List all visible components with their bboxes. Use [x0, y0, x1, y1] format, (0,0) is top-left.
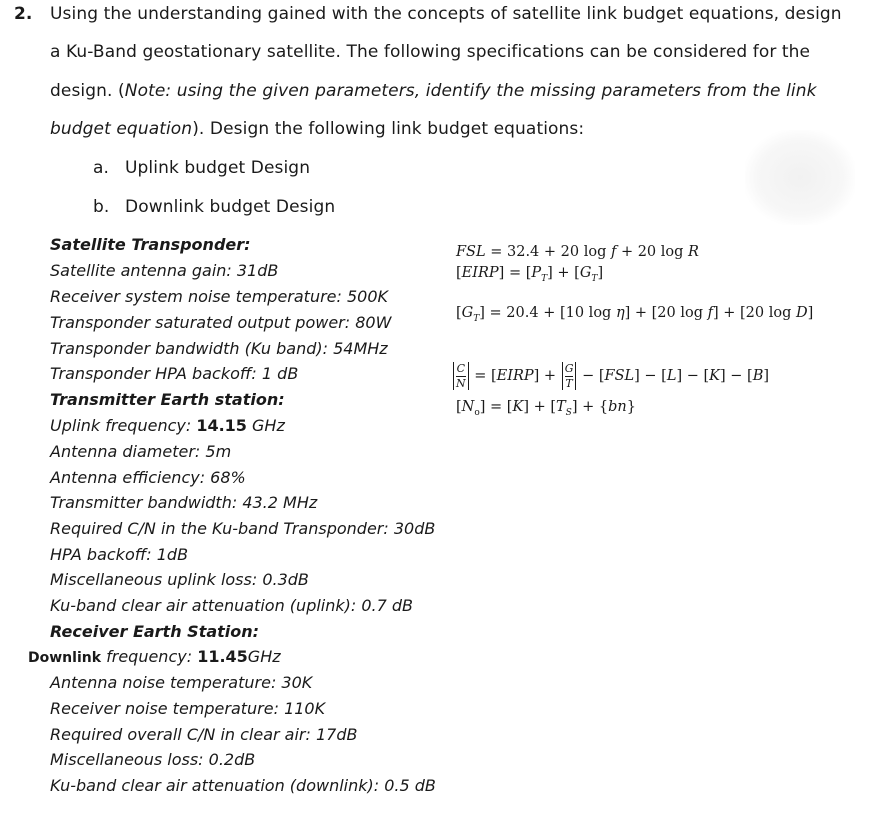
question-line-1: Using the understanding gained with the concepts of satellite link budget equations, design — [50, 4, 842, 24]
equation-fsl: FSL = 32.4 + 20 log f + 20 log R — [456, 244, 699, 260]
equation-cn: $\frac{C}{N}$ = [EIRP] + $\frac{G}{T}$ − [FSL] − [L] − [K] − [B] — [452, 362, 769, 390]
question-note: Note: using the given parameters, identify the missing parameters from the link — [124, 81, 817, 101]
spec-receiver-noise-temp: Receiver noise temperature: 110K — [50, 699, 326, 718]
spec-transponder-backoff: Transponder HPA backoff: 1 dB — [50, 364, 299, 383]
spec-uplink-attenuation: Ku-band clear air attenuation (uplink): 0.7 dB — [50, 596, 414, 615]
item-a-marker: a. — [93, 158, 110, 178]
question-number: 2. — [14, 4, 33, 24]
spec-misc-uplink-loss: Miscellaneous uplink loss: 0.3dB — [50, 570, 309, 589]
spec-hpa-backoff: HPA backoff: 1dB — [50, 545, 189, 564]
equation-eirp: [EIRP] = $[P_T] + [G_T]$ — [456, 265, 604, 284]
uplink-frequency-value: 14.15 — [196, 416, 247, 435]
spec-uplink-frequency: Uplink frequency: 14.15 GHz — [50, 416, 285, 435]
fraction-c-over-n: $\frac{C}{N}$ — [453, 362, 469, 390]
question-line-2: a Ku-Band geostationary satellite. The following specifications can be considered for the — [50, 42, 811, 62]
item-b-marker: b. — [93, 197, 110, 217]
spec-downlink-frequency: Downlink frequency: 11.45GHz — [28, 647, 281, 666]
item-a-text: Uplink budget Design — [125, 158, 311, 178]
spec-downlink-attenuation: Ku-band clear air attenuation (downlink): 0.5 dB — [50, 776, 436, 795]
spec-required-overall-cn: Required overall C/N in clear air: 17dB — [50, 725, 358, 744]
spec-transponder-bandwidth: Transponder bandwidth (Ku band): 54MHz — [50, 339, 388, 358]
spec-transponder-power: Transponder saturated output power: 80W — [50, 313, 392, 332]
tx-heading: Transmitter Earth station: — [50, 390, 285, 409]
spec-tx-bandwidth: Transmitter bandwidth: 43.2 MHz — [50, 493, 318, 512]
equation-n0: $[N_o] = [K] + [T_S] + \{bn\}$ — [456, 399, 636, 418]
satellite-heading: Satellite Transponder: — [50, 235, 251, 254]
spec-antenna-noise-temp: Antenna noise temperature: 30K — [50, 673, 313, 692]
item-b-text: Downlink budget Design — [125, 197, 336, 217]
question-line-3: design. (Note: using the given parameters, identify the missing parameters from the link — [50, 81, 817, 101]
fraction-g-over-t: $\frac{G}{T}$ — [562, 362, 577, 390]
spec-satellite-gain: Satellite antenna gain: 31dB — [50, 261, 279, 280]
spec-antenna-diameter: Antenna diameter: 5m — [50, 442, 232, 461]
spec-misc-loss: Miscellaneous loss: 0.2dB — [50, 750, 256, 769]
spec-rx-noise-temp: Receiver system noise temperature: 500K — [50, 287, 389, 306]
spec-required-cn: Required C/N in the Ku-band Transponder: 30dB — [50, 519, 436, 538]
question-note-end: budget equation — [50, 119, 193, 139]
question-line-4: budget equation). Design the following link budget equations: — [50, 119, 585, 139]
equation-gt: $[G_T] = 20.4 + [10$ log η] + [20 log f] + [20 log D] — [456, 305, 814, 324]
downlink-frequency-value: 11.45 — [197, 647, 248, 666]
scan-smudge — [745, 130, 855, 225]
rx-heading: Receiver Earth Station: — [50, 622, 260, 641]
spec-antenna-efficiency: Antenna efficiency: 68% — [50, 468, 246, 487]
